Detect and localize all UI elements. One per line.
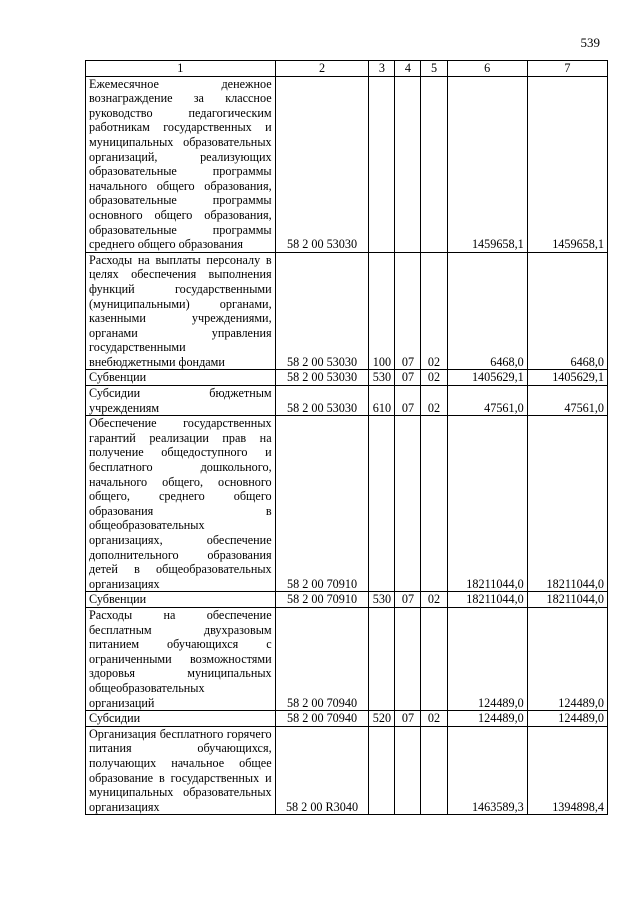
table-header-row [86,61,608,77]
row-code: 58 2 00 53030 [275,370,369,386]
row-col3 [369,607,395,710]
row-code: 58 2 00 53030 [275,76,369,252]
row-col3 [369,76,395,252]
row-value-7: 124489,0 [527,607,607,710]
row-col3: 520 [369,711,395,727]
row-name: Субвенции [86,370,276,386]
column-header: 5 [421,61,447,77]
row-value-7: 47561,0 [527,386,607,416]
row-value-6: 18211044,0 [447,592,527,608]
row-col5 [421,607,447,710]
row-col3 [369,726,395,815]
row-col3 [369,416,395,592]
row-col4: 07 [395,592,421,608]
row-col3: 100 [369,252,395,370]
row-name: Расходы на обеспечение бесплатным двухразовым питанием обучающихся с ограниченными возможностями здоровья муниципальных общеобразовательных организаций [86,607,276,710]
row-value-6: 18211044,0 [447,416,527,592]
row-col5: 02 [421,386,447,416]
column-header: 7 [527,61,607,77]
row-col5: 02 [421,592,447,608]
row-col5: 02 [421,711,447,727]
row-code: 58 2 00 R3040 [275,726,369,815]
column-header: 3 [369,61,395,77]
row-col4: 07 [395,386,421,416]
row-value-6: 1405629,1 [447,370,527,386]
row-code: 58 2 00 53030 [275,252,369,370]
table-row [86,726,608,815]
row-col4 [395,607,421,710]
row-name: Субсидии [86,711,276,727]
row-name: Субвенции [86,592,276,608]
row-name: Субсидии бюджетным учреждениям [86,386,276,416]
row-value-7: 1394898,4 [527,726,607,815]
row-name: Ежемесячное денежное вознаграждение за классное руководство педагогическим работникам государственных и муниципальных образовательных организаций, реализующих образовательные программы начального общего образования, образовательные программы основного общего образования, образовательные программы среднего общего образования [86,76,276,252]
row-col4 [395,76,421,252]
row-col4 [395,726,421,815]
table-row [86,592,608,608]
row-col5: 02 [421,370,447,386]
row-code: 58 2 00 70940 [275,711,369,727]
row-col5: 02 [421,252,447,370]
row-col4: 07 [395,370,421,386]
row-name: Расходы на выплаты персоналу в целях обеспечения выполнения функций государственными (муниципальными) органами, казенными учреждениями, органами управления государственными внебюджетными фондами [86,252,276,370]
row-value-7: 1405629,1 [527,370,607,386]
table-row [86,252,608,370]
row-code: 58 2 00 70910 [275,416,369,592]
row-name: Обеспечение государственных гарантий реализации прав на получение общедоступного и бесплатного дошкольного, начального общего, основного общего, среднего общего образования в общеобразовательных организациях, обеспечение дополнительного образования детей в общеобразовательных организациях [86,416,276,592]
column-header: 4 [395,61,421,77]
table-row [86,711,608,727]
row-col4: 07 [395,711,421,727]
row-value-6: 1463589,3 [447,726,527,815]
row-col5 [421,726,447,815]
budget-table [85,60,608,815]
row-name: Организация бесплатного горячего питания обучающихся, получающих начальное общее образование в государственных и муниципальных образовательных организациях [86,726,276,815]
row-col5 [421,76,447,252]
row-code: 58 2 00 70910 [275,592,369,608]
row-value-7: 18211044,0 [527,416,607,592]
row-col4: 07 [395,252,421,370]
row-col5 [421,416,447,592]
row-value-7: 124489,0 [527,711,607,727]
table-row [86,416,608,592]
row-value-6: 124489,0 [447,607,527,710]
table-row [86,607,608,710]
page-number: 539 [580,35,600,50]
column-header: 2 [275,61,369,77]
row-value-6: 1459658,1 [447,76,527,252]
row-code: 58 2 00 70940 [275,607,369,710]
table-row [86,370,608,386]
row-col3: 530 [369,370,395,386]
row-value-6: 47561,0 [447,386,527,416]
column-header: 6 [447,61,527,77]
row-value-7: 6468,0 [527,252,607,370]
row-value-6: 124489,0 [447,711,527,727]
row-col3: 530 [369,592,395,608]
row-code: 58 2 00 53030 [275,386,369,416]
row-value-7: 18211044,0 [527,592,607,608]
row-value-6: 6468,0 [447,252,527,370]
row-col3: 610 [369,386,395,416]
table-row [86,386,608,416]
row-value-7: 1459658,1 [527,76,607,252]
table-row [86,76,608,252]
column-header: 1 [86,61,276,77]
row-col4 [395,416,421,592]
